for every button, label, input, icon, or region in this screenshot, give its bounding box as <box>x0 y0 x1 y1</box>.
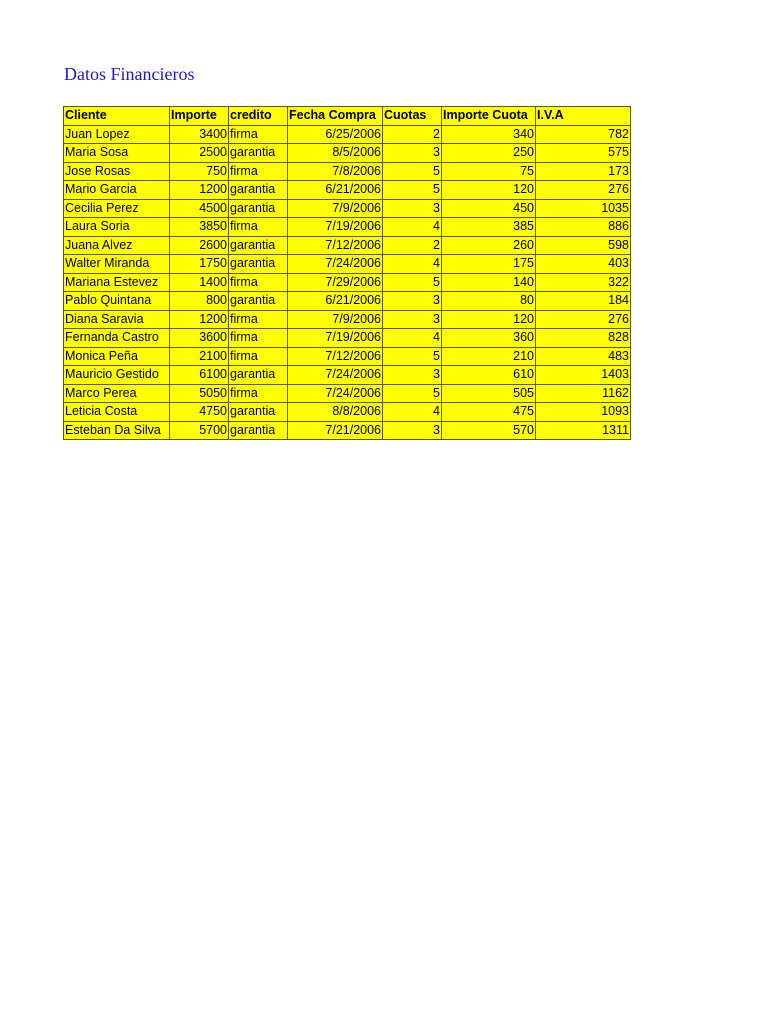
table-row <box>64 144 631 163</box>
cell-cuotas[interactable]: 5 <box>383 384 442 403</box>
cell-importe[interactable]: 1400 <box>170 273 229 292</box>
cell-credito[interactable]: firma <box>229 329 288 348</box>
cell-fecha-compra[interactable]: 7/24/2006 <box>288 366 383 385</box>
cell-cliente[interactable]: Juan Lopez <box>64 125 170 144</box>
cell-iva[interactable]: 184 <box>536 292 631 311</box>
cell-importe-cuota[interactable]: 505 <box>442 384 536 403</box>
cell-fecha-compra[interactable]: 7/12/2006 <box>288 236 383 255</box>
cell-cliente[interactable]: Mario Garcia <box>64 181 170 200</box>
cell-cliente[interactable]: Mauricio Gestido <box>64 366 170 385</box>
cell-fecha-compra[interactable]: 7/24/2006 <box>288 255 383 274</box>
cell-cuotas[interactable]: 2 <box>383 236 442 255</box>
cell-cuotas[interactable]: 5 <box>383 162 442 181</box>
cell-iva[interactable]: 828 <box>536 329 631 348</box>
cell-importe-cuota[interactable]: 475 <box>442 403 536 422</box>
cell-cliente[interactable]: Diana Saravia <box>64 310 170 329</box>
financial-data-table <box>63 106 631 440</box>
cell-cuotas[interactable]: 3 <box>383 310 442 329</box>
cell-importe[interactable]: 3850 <box>170 218 229 237</box>
cell-credito[interactable]: firma <box>229 310 288 329</box>
cell-importe[interactable]: 5700 <box>170 421 229 440</box>
cell-importe-cuota[interactable]: 260 <box>442 236 536 255</box>
cell-cliente[interactable]: Jose Rosas <box>64 162 170 181</box>
cell-credito[interactable]: firma <box>229 162 288 181</box>
cell-importe-cuota[interactable]: 120 <box>442 310 536 329</box>
cell-cliente[interactable]: Mariana Estevez <box>64 273 170 292</box>
table-row <box>64 125 631 144</box>
cell-importe[interactable]: 800 <box>170 292 229 311</box>
cell-importe-cuota[interactable]: 210 <box>442 347 536 366</box>
cell-cuotas[interactable]: 3 <box>383 199 442 218</box>
column-header-fecha-compra[interactable]: Fecha Compra <box>288 107 383 126</box>
cell-importe-cuota[interactable]: 570 <box>442 421 536 440</box>
cell-importe-cuota[interactable]: 75 <box>442 162 536 181</box>
cell-importe-cuota[interactable]: 340 <box>442 125 536 144</box>
table-row <box>64 403 631 422</box>
cell-cuotas[interactable]: 3 <box>383 144 442 163</box>
cell-cliente[interactable]: Walter Miranda <box>64 255 170 274</box>
table-row <box>64 199 631 218</box>
cell-credito[interactable]: garantia <box>229 292 288 311</box>
cell-cliente[interactable]: Juana Alvez <box>64 236 170 255</box>
table-row <box>64 310 631 329</box>
cell-cliente[interactable]: Leticia Costa <box>64 403 170 422</box>
cell-cuotas[interactable]: 5 <box>383 181 442 200</box>
page-title: Datos Financieros <box>64 64 195 84</box>
cell-cuotas[interactable]: 4 <box>383 218 442 237</box>
cell-importe[interactable]: 1200 <box>170 181 229 200</box>
cell-importe-cuota[interactable]: 80 <box>442 292 536 311</box>
cell-credito[interactable]: firma <box>229 384 288 403</box>
column-header-cliente[interactable]: Cliente <box>64 107 170 126</box>
cell-fecha-compra[interactable]: 7/21/2006 <box>288 421 383 440</box>
column-header-cuotas[interactable]: Cuotas <box>383 107 442 126</box>
table-row <box>64 384 631 403</box>
cell-fecha-compra[interactable]: 8/8/2006 <box>288 403 383 422</box>
cell-importe-cuota[interactable]: 120 <box>442 181 536 200</box>
cell-cliente[interactable]: Cecilia Perez <box>64 199 170 218</box>
cell-credito[interactable]: garantia <box>229 236 288 255</box>
table-row <box>64 236 631 255</box>
cell-cuotas[interactable]: 3 <box>383 366 442 385</box>
column-header-importe-cuota[interactable]: Importe Cuota <box>442 107 536 126</box>
cell-iva[interactable]: 276 <box>536 181 631 200</box>
table-row <box>64 329 631 348</box>
cell-iva[interactable]: 1162 <box>536 384 631 403</box>
cell-credito[interactable]: garantia <box>229 403 288 422</box>
cell-cliente[interactable]: Laura Soria <box>64 218 170 237</box>
cell-cliente[interactable]: Marco Perea <box>64 384 170 403</box>
cell-credito[interactable]: firma <box>229 273 288 292</box>
table-row <box>64 347 631 366</box>
cell-iva[interactable]: 173 <box>536 162 631 181</box>
table-row <box>64 366 631 385</box>
cell-iva[interactable]: 598 <box>536 236 631 255</box>
cell-importe[interactable]: 4750 <box>170 403 229 422</box>
cell-credito[interactable]: garantia <box>229 144 288 163</box>
cell-iva[interactable]: 1403 <box>536 366 631 385</box>
cell-importe-cuota[interactable]: 450 <box>442 199 536 218</box>
cell-iva[interactable]: 483 <box>536 347 631 366</box>
cell-importe-cuota[interactable]: 175 <box>442 255 536 274</box>
cell-fecha-compra[interactable]: 6/25/2006 <box>288 125 383 144</box>
cell-importe[interactable]: 6100 <box>170 366 229 385</box>
cell-fecha-compra[interactable]: 6/21/2006 <box>288 292 383 311</box>
cell-credito[interactable]: firma <box>229 347 288 366</box>
cell-cuotas[interactable]: 4 <box>383 403 442 422</box>
cell-importe-cuota[interactable]: 140 <box>442 273 536 292</box>
cell-fecha-compra[interactable]: 7/19/2006 <box>288 218 383 237</box>
cell-iva[interactable]: 1093 <box>536 403 631 422</box>
cell-cuotas[interactable]: 3 <box>383 292 442 311</box>
table-row <box>64 273 631 292</box>
cell-fecha-compra[interactable]: 7/12/2006 <box>288 347 383 366</box>
cell-importe[interactable]: 3400 <box>170 125 229 144</box>
table-row <box>64 162 631 181</box>
cell-credito[interactable]: garantia <box>229 199 288 218</box>
cell-credito[interactable]: garantia <box>229 421 288 440</box>
cell-importe[interactable]: 3600 <box>170 329 229 348</box>
cell-iva[interactable]: 782 <box>536 125 631 144</box>
cell-importe[interactable]: 1750 <box>170 255 229 274</box>
table-row <box>64 218 631 237</box>
cell-cuotas[interactable]: 5 <box>383 347 442 366</box>
cell-fecha-compra[interactable]: 7/9/2006 <box>288 199 383 218</box>
cell-importe-cuota[interactable]: 610 <box>442 366 536 385</box>
cell-importe[interactable]: 750 <box>170 162 229 181</box>
cell-cliente[interactable]: Fernanda Castro <box>64 329 170 348</box>
cell-importe[interactable]: 2500 <box>170 144 229 163</box>
cell-cuotas[interactable]: 4 <box>383 329 442 348</box>
cell-credito[interactable]: garantia <box>229 255 288 274</box>
cell-cuotas[interactable]: 4 <box>383 255 442 274</box>
cell-fecha-compra[interactable]: 7/9/2006 <box>288 310 383 329</box>
cell-credito[interactable]: garantia <box>229 366 288 385</box>
cell-cuotas[interactable]: 3 <box>383 421 442 440</box>
column-header-iva[interactable]: I.V.A <box>536 107 631 126</box>
cell-importe-cuota[interactable]: 385 <box>442 218 536 237</box>
cell-credito[interactable]: firma <box>229 125 288 144</box>
cell-fecha-compra[interactable]: 8/5/2006 <box>288 144 383 163</box>
cell-importe[interactable]: 5050 <box>170 384 229 403</box>
table-row <box>64 181 631 200</box>
cell-iva[interactable]: 1311 <box>536 421 631 440</box>
cell-importe-cuota[interactable]: 360 <box>442 329 536 348</box>
table-row <box>64 292 631 311</box>
cell-credito[interactable]: garantia <box>229 181 288 200</box>
cell-iva[interactable]: 276 <box>536 310 631 329</box>
table-row <box>64 255 631 274</box>
cell-cuotas[interactable]: 5 <box>383 273 442 292</box>
cell-fecha-compra[interactable]: 7/8/2006 <box>288 162 383 181</box>
table-row <box>64 421 631 440</box>
cell-importe[interactable]: 2100 <box>170 347 229 366</box>
cell-fecha-compra[interactable]: 6/21/2006 <box>288 181 383 200</box>
column-header-credito[interactable]: credito <box>229 107 288 126</box>
cell-iva[interactable]: 403 <box>536 255 631 274</box>
cell-iva[interactable]: 322 <box>536 273 631 292</box>
cell-cliente[interactable]: Maria Sosa <box>64 144 170 163</box>
cell-fecha-compra[interactable]: 7/24/2006 <box>288 384 383 403</box>
cell-credito[interactable]: firma <box>229 218 288 237</box>
cell-fecha-compra[interactable]: 7/29/2006 <box>288 273 383 292</box>
cell-importe[interactable]: 2600 <box>170 236 229 255</box>
cell-fecha-compra[interactable]: 7/19/2006 <box>288 329 383 348</box>
header-row <box>64 107 631 126</box>
cell-iva[interactable]: 1035 <box>536 199 631 218</box>
cell-cuotas[interactable]: 2 <box>383 125 442 144</box>
cell-iva[interactable]: 575 <box>536 144 631 163</box>
cell-importe[interactable]: 4500 <box>170 199 229 218</box>
cell-cliente[interactable]: Monica Peña <box>64 347 170 366</box>
column-header-importe[interactable]: Importe <box>170 107 229 126</box>
cell-cliente[interactable]: Pablo Quintana <box>64 292 170 311</box>
cell-iva[interactable]: 886 <box>536 218 631 237</box>
cell-importe[interactable]: 1200 <box>170 310 229 329</box>
cell-cliente[interactable]: Esteban Da Silva <box>64 421 170 440</box>
cell-importe-cuota[interactable]: 250 <box>442 144 536 163</box>
